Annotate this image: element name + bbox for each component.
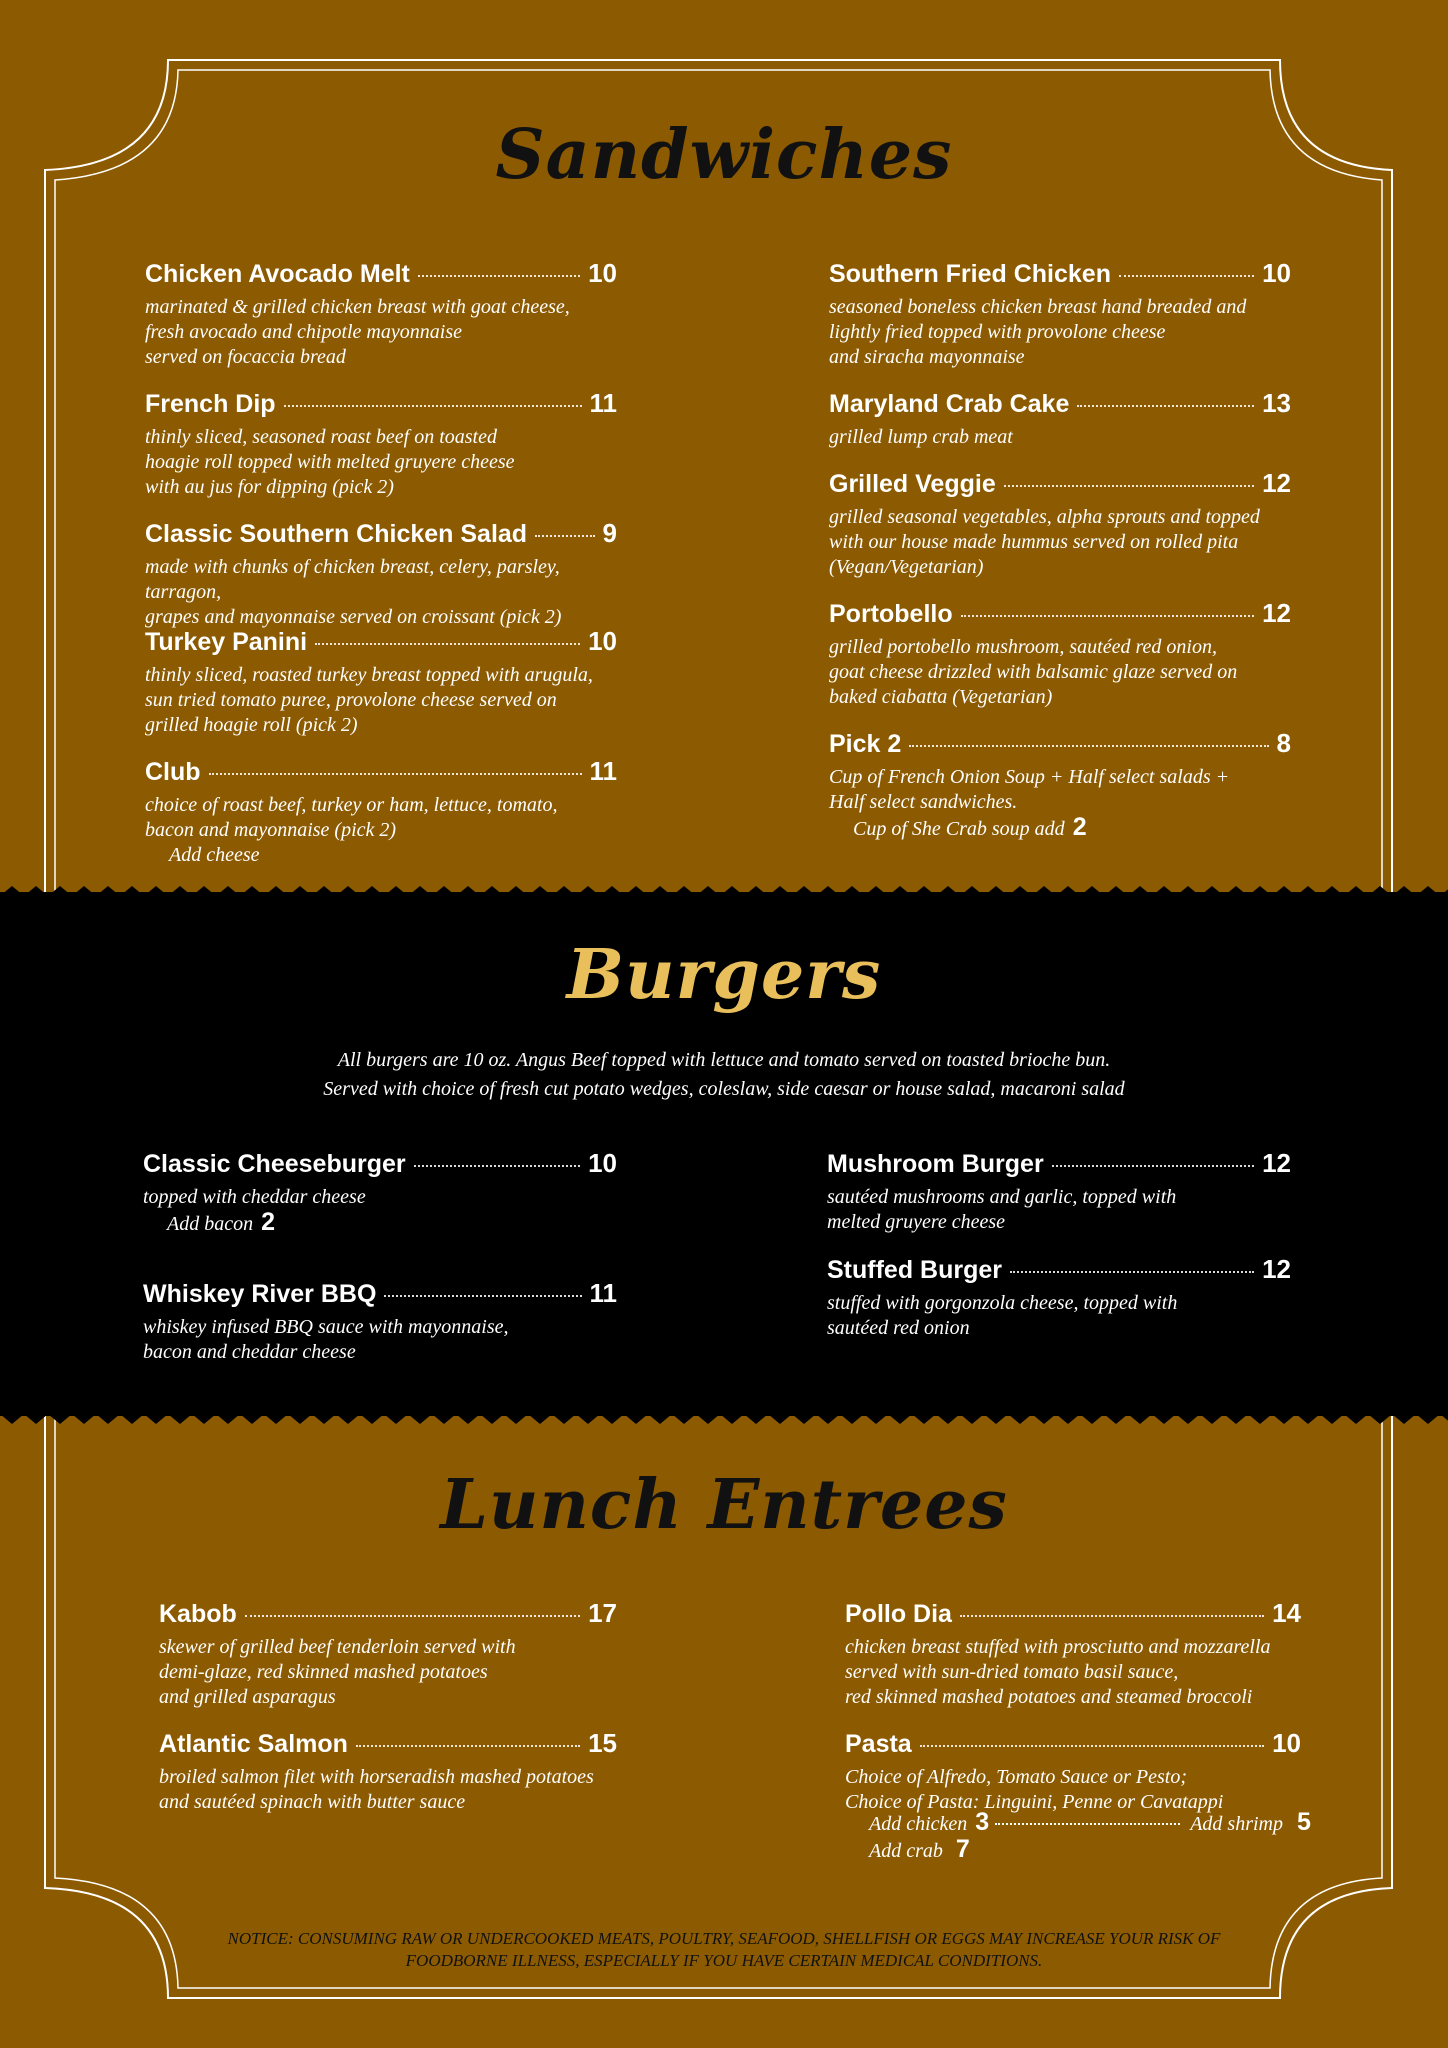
leader-dots xyxy=(535,535,594,537)
menu-item-price: 10 xyxy=(588,626,617,656)
menu-item-name: Maryland Crab Cake xyxy=(829,390,1070,418)
description-line: Choice of Pasta: Linguini, Penne or Cavatappi xyxy=(845,1791,1224,1813)
leader-dots xyxy=(1119,275,1254,277)
menu-item xyxy=(829,598,1291,710)
menu-item-header xyxy=(829,258,1291,289)
add-shrimp-price: 5 xyxy=(1296,1808,1311,1836)
menu-item-description xyxy=(143,1315,617,1365)
add-crab-label: Add crab xyxy=(869,1840,943,1862)
menu-item-description xyxy=(845,1765,1301,1815)
menu-item xyxy=(145,518,617,630)
menu-item-price: 12 xyxy=(1262,468,1291,498)
description-line: grilled seasonal vegetables, alpha sprouts and topped xyxy=(829,506,1260,528)
description-line: choice of roast beef, turkey or ham, lettuce, tomato, xyxy=(145,794,558,816)
leader-dots xyxy=(1077,405,1254,407)
menu-item-name: Club xyxy=(145,758,201,786)
menu-item-header xyxy=(845,1598,1301,1629)
menu-item-price: 10 xyxy=(588,258,617,288)
burgers-intro-line: Served with choice of fresh cut potato wedges, coleslaw, side caesar or house salad, macaroni salad xyxy=(323,1078,1125,1100)
leader-dots xyxy=(960,1615,1264,1617)
description-line: and sautéed spinach with butter sauce xyxy=(159,1791,466,1813)
menu-item-price: 13 xyxy=(1262,388,1291,418)
menu-item-name: Portobello xyxy=(829,600,953,628)
leader-dots xyxy=(920,1745,1264,1747)
description-line: grilled lump crab meat xyxy=(829,426,1013,448)
menu-item-description xyxy=(829,295,1291,370)
menu-item-description xyxy=(145,793,617,843)
menu-item xyxy=(143,1278,617,1365)
description-line: with au jus for dipping (pick 2) xyxy=(145,476,394,498)
description-line: hoagie roll topped with melted gruyere cheese xyxy=(145,451,515,473)
pasta-addon-crab xyxy=(845,1837,1311,1864)
addon-price: 2 xyxy=(261,1208,275,1236)
description-line: marinated & grilled chicken breast with goat cheese, xyxy=(145,296,570,318)
leader-dots xyxy=(961,615,1254,617)
description-line: thinly sliced, roasted turkey breast topped with arugula, xyxy=(145,664,593,686)
menu-item-header xyxy=(159,1728,617,1759)
description-line: sautéed red onion xyxy=(827,1317,970,1339)
addon-price: 2 xyxy=(1072,813,1087,841)
menu-item-description xyxy=(143,1185,617,1210)
menu-item xyxy=(845,1728,1301,1815)
addon-label: Add cheese xyxy=(169,844,260,866)
zigzag-bottom-edge xyxy=(0,1410,1448,1424)
menu-item-price: 11 xyxy=(589,1278,617,1308)
menu-item-header xyxy=(829,468,1291,499)
notice-line: FOODBORNE ILLNESS, ESPECIALLY IF YOU HAVE CERTAIN MEDICAL CONDITIONS. xyxy=(405,1951,1043,1970)
menu-item-price: 12 xyxy=(1262,598,1291,628)
menu-item-name: Chicken Avocado Melt xyxy=(145,260,410,288)
description-line: lightly fried topped with provolone cheese xyxy=(829,321,1166,343)
menu-item xyxy=(145,756,617,868)
description-line: red skinned mashed potatoes and steamed broccoli xyxy=(845,1686,1253,1708)
menu-item xyxy=(145,626,617,738)
burgers-heading: Burgers xyxy=(566,935,882,1015)
leader-dots xyxy=(1004,485,1254,487)
menu-item xyxy=(829,388,1291,450)
leader-dots xyxy=(356,1745,580,1747)
description-line: topped with cheddar cheese xyxy=(143,1186,366,1208)
menu-item-description xyxy=(159,1765,617,1815)
menu-item-name: Kabob xyxy=(159,1600,237,1628)
menu-item xyxy=(827,1148,1291,1235)
add-shrimp-label: Add shrimp xyxy=(1190,1813,1283,1835)
menu-item-price: 8 xyxy=(1276,728,1291,758)
menu-item-header xyxy=(143,1148,617,1179)
description-line: grilled portobello mushroom, sautéed red onion, xyxy=(829,636,1217,658)
leader-dots xyxy=(245,1615,580,1617)
description-line: sautéed mushrooms and garlic, topped with xyxy=(827,1186,1177,1208)
menu-item-name: Classic Cheeseburger xyxy=(143,1150,406,1178)
menu-item-header xyxy=(145,388,617,419)
menu-item-name: Grilled Veggie xyxy=(829,470,996,498)
leader-dots xyxy=(909,745,1268,747)
description-line: and siracha mayonnaise xyxy=(829,346,1025,368)
menu-item-price: 10 xyxy=(1262,258,1291,288)
leader-dots xyxy=(315,643,580,645)
description-line: served on focaccia bread xyxy=(145,346,346,368)
menu-item xyxy=(159,1598,617,1710)
menu-item-header xyxy=(145,258,617,289)
menu-item-name: Pollo Dia xyxy=(845,1600,952,1628)
menu-item-price: 15 xyxy=(588,1728,617,1758)
description-line: goat cheese drizzled with balsamic glaze served on xyxy=(829,661,1238,683)
menu-item xyxy=(829,728,1291,842)
menu-item-header xyxy=(145,626,617,657)
description-line: served with sun-dried tomato basil sauce, xyxy=(845,1661,1179,1683)
menu-item-description xyxy=(827,1185,1291,1235)
description-line: broiled salmon filet with horseradish mashed potatoes xyxy=(159,1766,594,1788)
menu-item-addon xyxy=(145,843,617,868)
menu-item-price: 11 xyxy=(589,388,617,418)
description-line: Cup of French Onion Soup + Half select salads + xyxy=(829,766,1230,788)
menu-item-description xyxy=(829,425,1291,450)
menu-item-price: 17 xyxy=(588,1598,617,1628)
menu-item-description xyxy=(159,1635,617,1710)
menu-item xyxy=(145,388,617,500)
leader-dots xyxy=(995,1823,1180,1825)
leader-dots xyxy=(418,275,580,277)
description-line: Half select sandwiches. xyxy=(829,791,1018,813)
menu-item-header xyxy=(829,728,1291,759)
description-line: Choice of Alfredo, Tomato Sauce or Pesto; xyxy=(845,1766,1188,1788)
burgers-intro-line: All burgers are 10 oz. Angus Beef topped with lettuce and tomato served on toasted brioche bun. xyxy=(337,1049,1111,1071)
menu-item-price: 12 xyxy=(1262,1148,1291,1178)
menu-item-name: French Dip xyxy=(145,390,276,418)
description-line: made with chunks of chicken breast, celery, parsley, tarragon, xyxy=(145,556,560,603)
description-line: melted gruyere cheese xyxy=(827,1211,1006,1233)
menu-item-header xyxy=(143,1278,617,1309)
menu-item-description xyxy=(145,425,617,500)
menu-item-description xyxy=(845,1635,1301,1710)
menu-item-name: Southern Fried Chicken xyxy=(829,260,1111,288)
menu-item-description xyxy=(145,295,617,370)
menu-item-price: 10 xyxy=(588,1148,617,1178)
pasta-addons xyxy=(845,1810,1311,1864)
menu-item-addon xyxy=(829,815,1291,842)
menu-item-header xyxy=(845,1728,1301,1759)
menu-item-name: Pasta xyxy=(845,1730,912,1758)
leader-dots xyxy=(1010,1271,1254,1273)
menu-item xyxy=(845,1598,1301,1710)
menu-item-name: Whiskey River BBQ xyxy=(143,1280,377,1308)
menu-item-header xyxy=(829,388,1291,419)
menu-item-description xyxy=(829,765,1291,815)
zigzag-top-edge xyxy=(0,886,1448,900)
menu-item-price: 10 xyxy=(1272,1728,1301,1758)
menu-item-name: Classic Southern Chicken Salad xyxy=(145,520,528,548)
menu-item xyxy=(827,1254,1291,1341)
menu-item-name: Stuffed Burger xyxy=(827,1256,1002,1284)
menu-item-header xyxy=(145,518,617,549)
description-line: (Vegan/Vegetarian) xyxy=(829,556,984,578)
menu-item-name: Turkey Panini xyxy=(145,628,308,656)
addon-label: Cup of She Crab soup add xyxy=(853,818,1065,840)
addon-label: Add bacon xyxy=(167,1213,254,1235)
menu-item xyxy=(145,258,617,370)
menu-item-name: Atlantic Salmon xyxy=(159,1730,348,1758)
menu-item-price: 9 xyxy=(602,518,617,548)
menu-item-price: 11 xyxy=(589,756,617,786)
burgers-intro xyxy=(0,1046,1448,1104)
description-line: bacon and mayonnaise (pick 2) xyxy=(145,819,397,841)
add-chicken-label: Add chicken xyxy=(869,1813,968,1835)
pasta-addon-row xyxy=(845,1810,1311,1837)
menu-item-description xyxy=(145,555,617,630)
description-line: whiskey infused BBQ sauce with mayonnaise, xyxy=(143,1316,509,1338)
menu-item-header xyxy=(827,1254,1291,1285)
description-line: chicken breast stuffed with prosciutto and mozzarella xyxy=(845,1636,1271,1658)
menu-item-price: 14 xyxy=(1272,1598,1301,1628)
description-line: thinly sliced, seasoned roast beef on toasted xyxy=(145,426,497,448)
leader-dots xyxy=(284,405,582,407)
menu-item-name: Mushroom Burger xyxy=(827,1150,1044,1178)
leader-dots xyxy=(209,773,582,775)
leader-dots xyxy=(1052,1165,1254,1167)
menu-item xyxy=(829,468,1291,580)
description-line: stuffed with gorgonzola cheese, topped with xyxy=(827,1292,1178,1314)
menu-item-description xyxy=(829,505,1291,580)
description-line: and grilled asparagus xyxy=(159,1686,336,1708)
description-line: grilled hoagie roll (pick 2) xyxy=(145,714,358,736)
menu-item xyxy=(143,1148,617,1237)
description-line: grapes and mayonnaise served on croissant (pick 2) xyxy=(145,606,562,628)
notice-line: NOTICE: CONSUMING RAW OR UNDERCOOKED MEATS, POULTRY, SEAFOOD, SHELLFISH OR EGGS MAY INCREASE YOUR RISK OF xyxy=(227,1929,1221,1948)
menu-item-header xyxy=(827,1148,1291,1179)
description-line: sun tried tomato puree, provolone cheese served on xyxy=(145,689,557,711)
menu-item-addon xyxy=(143,1210,617,1237)
lunch-entrees-heading: Lunch Entrees xyxy=(440,1465,1008,1545)
description-line: seasoned boneless chicken breast hand breaded and xyxy=(829,296,1247,318)
menu-item-header xyxy=(145,756,617,787)
leader-dots xyxy=(414,1165,580,1167)
menu-item xyxy=(829,258,1291,370)
add-chicken-price: 3 xyxy=(975,1808,990,1836)
menu-item-price: 12 xyxy=(1262,1254,1291,1284)
description-line: with our house made hummus served on rolled pita xyxy=(829,531,1239,553)
description-line: baked ciabatta (Vegetarian) xyxy=(829,686,1053,708)
add-crab-price: 7 xyxy=(955,1835,970,1863)
description-line: bacon and cheddar cheese xyxy=(143,1341,356,1363)
menu-item-description xyxy=(145,663,617,738)
menu-item-name: Pick 2 xyxy=(829,730,902,758)
menu-item-description xyxy=(827,1291,1291,1341)
leader-dots xyxy=(384,1295,581,1297)
description-line: fresh avocado and chipotle mayonnaise xyxy=(145,321,462,343)
menu-item-description xyxy=(829,635,1291,710)
description-line: skewer of grilled beef tenderloin served with xyxy=(159,1636,516,1658)
food-safety-notice xyxy=(180,1928,1268,1972)
sandwiches-heading: Sandwiches xyxy=(495,115,953,195)
menu-item-header xyxy=(829,598,1291,629)
description-line: demi-glaze, red skinned mashed potatoes xyxy=(159,1661,488,1683)
menu-item-header xyxy=(159,1598,617,1629)
menu-item xyxy=(159,1728,617,1815)
